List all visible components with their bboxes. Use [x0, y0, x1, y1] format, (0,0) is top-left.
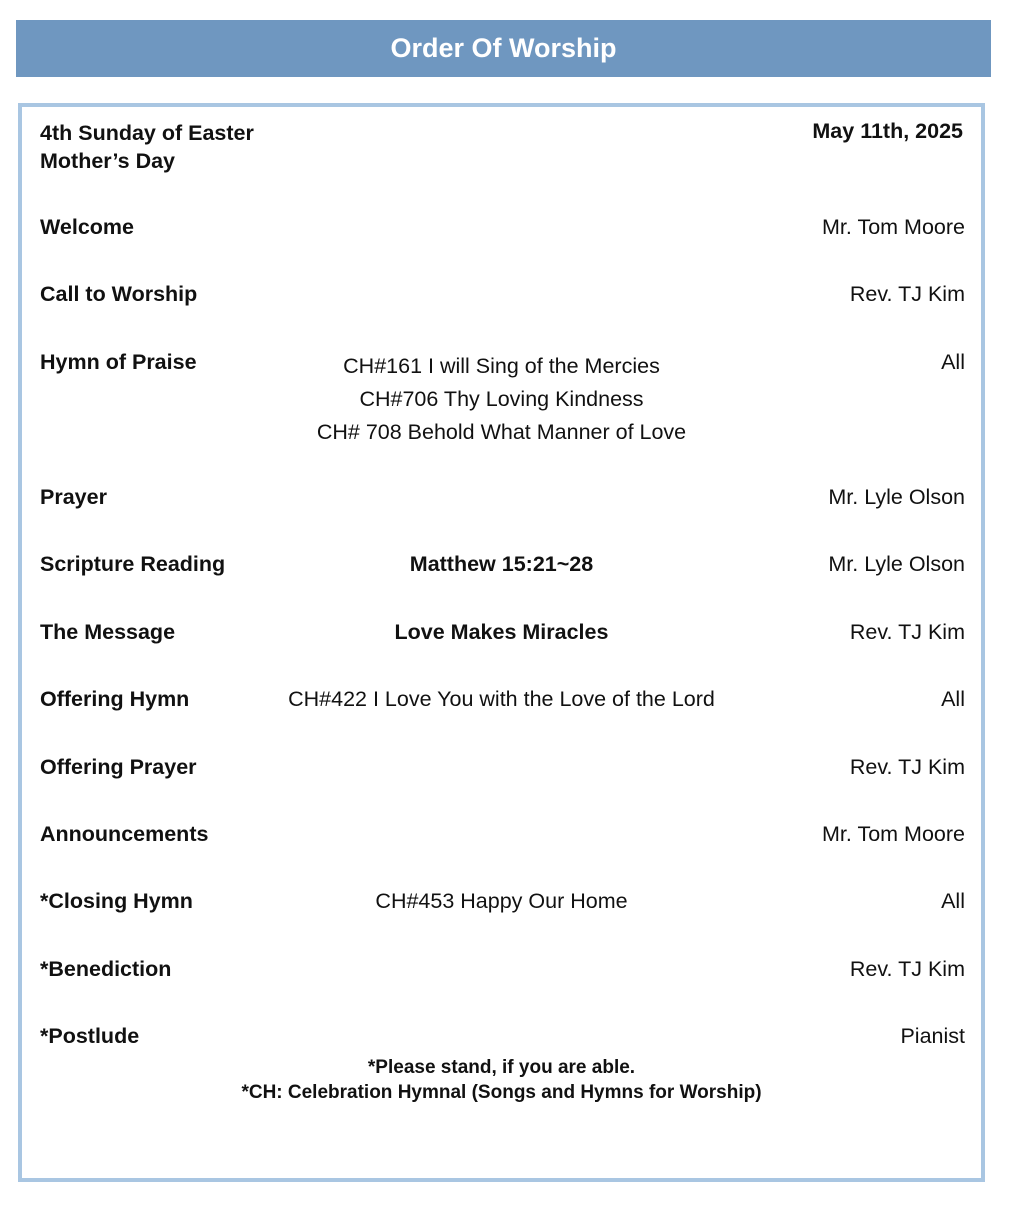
item-detail: CH#422 I Love You with the Love of the Lord: [288, 687, 715, 711]
list-item-closing-hymn: [22, 889, 981, 923]
footnotes: [22, 1055, 981, 1105]
hymn-line: CH#161 I will Sing of the Mercies: [343, 354, 660, 378]
page-title: Order Of Worship: [390, 33, 617, 63]
hymn-list: [22, 350, 981, 449]
item-leader: Mr. Lyle Olson: [828, 485, 965, 509]
item-label: *Benediction: [40, 957, 172, 981]
item-leader: All: [941, 687, 965, 711]
list-item-welcome: [22, 215, 981, 249]
hymn-line: CH# 708 Behold What Manner of Love: [316, 420, 687, 444]
item-label: Hymn of Praise: [40, 350, 197, 374]
list-item-announcements: [22, 822, 981, 856]
list-item-offering-hymn: [22, 687, 981, 721]
item-label: Offering Hymn: [40, 687, 190, 711]
item-label: Welcome: [40, 215, 134, 239]
item-leader: Rev. TJ Kim: [849, 282, 965, 306]
program-frame: [18, 103, 985, 1182]
list-item-offering-prayer: [22, 755, 981, 789]
item-label: Prayer: [40, 485, 107, 509]
item-leader: All: [941, 889, 965, 913]
item-detail: Matthew 15:21~28: [409, 552, 594, 576]
list-item-message: [22, 620, 981, 654]
occasion-subtitle: Mother’s Day: [40, 149, 176, 173]
footnote-hymnal: *CH: Celebration Hymnal (Songs and Hymns for Worship): [241, 1082, 762, 1103]
item-leader: Rev. TJ Kim: [849, 620, 965, 644]
list-item-prayer: [22, 485, 981, 519]
item-label: Call to Worship: [40, 282, 198, 306]
item-leader: Mr. Lyle Olson: [828, 552, 965, 576]
item-leader: Mr. Tom Moore: [822, 822, 965, 846]
list-item-hymn-of-praise: [22, 350, 981, 450]
page-header: [16, 20, 991, 77]
list-item-scripture-reading: [22, 552, 981, 586]
list-item-benediction: [22, 957, 981, 991]
footnote-stand: *Please stand, if you are able.: [367, 1057, 636, 1078]
item-label: *Closing Hymn: [40, 889, 193, 913]
item-label: *Postlude: [40, 1024, 140, 1048]
list-item-postlude: [22, 1024, 981, 1058]
item-leader: Pianist: [900, 1024, 965, 1048]
list-item-call-to-worship: [22, 282, 981, 316]
item-leader: Mr. Tom Moore: [822, 215, 965, 239]
item-detail: Love Makes Miracles: [394, 620, 609, 644]
item-label: Scripture Reading: [40, 552, 226, 576]
item-detail: CH#453 Happy Our Home: [375, 889, 628, 913]
item-leader: All: [941, 350, 965, 374]
item-leader: Rev. TJ Kim: [849, 957, 965, 981]
item-label: Offering Prayer: [40, 755, 197, 779]
item-label: The Message: [40, 620, 176, 644]
service-date: May 11th, 2025: [812, 119, 963, 143]
item-label: Announcements: [40, 822, 209, 846]
item-leader: Rev. TJ Kim: [849, 755, 965, 779]
occasion-title: 4th Sunday of Easter: [40, 121, 254, 145]
hymn-line: CH#706 Thy Loving Kindness: [359, 387, 644, 411]
service-occasion: [40, 119, 254, 175]
